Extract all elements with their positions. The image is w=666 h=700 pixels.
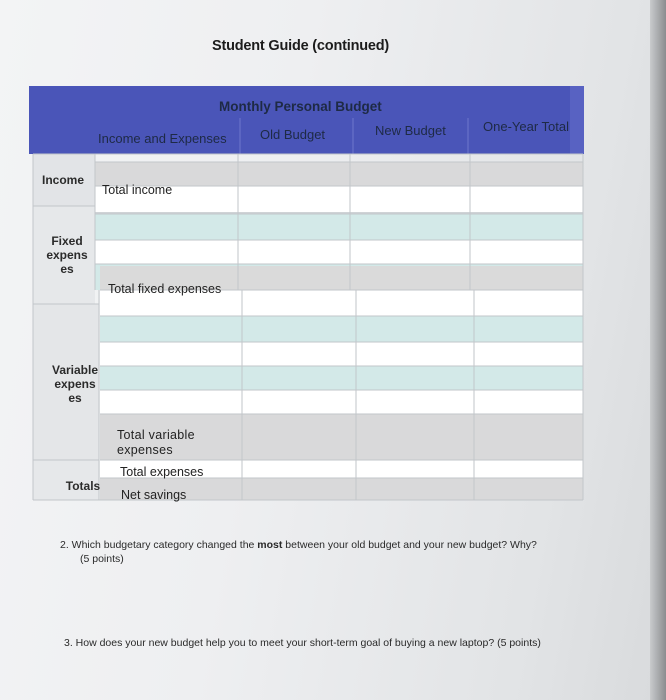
category-income: Income (41, 173, 84, 187)
category-fixed-expenses: Fixed expens es (46, 234, 88, 276)
fixed-row-1 (95, 214, 583, 240)
label-total-variable-expenses: Total variable expenses (117, 428, 195, 457)
col-header-one-year-total: One-Year Total (483, 119, 570, 134)
question-3: 3. How does your new budget help you to meet your short-term goal of buying a new laptop? (5 points) (64, 637, 541, 649)
label-total-expenses: Total expenses (120, 465, 204, 479)
col-header-old-budget: Old Budget (260, 127, 326, 142)
question-2-points: (5 points) (80, 553, 124, 565)
question-2 (60, 538, 580, 566)
question-2-prefix: 2. Which budgetary category changed the (60, 539, 258, 551)
page-title: Student Guide (continued) (212, 38, 390, 54)
label-total-fixed-expenses: Total fixed expenses (108, 282, 222, 296)
table-title: Monthly Personal Budget (219, 99, 382, 114)
question-2-suffix: between your old budget and your new budget? Why? (282, 539, 537, 551)
question-2-emphasis: most (257, 539, 283, 551)
category-totals: Totals (65, 479, 101, 493)
label-net-savings: Net savings (121, 488, 187, 502)
category-variable-expenses: Variable expens es (51, 363, 99, 405)
col-header-income-expenses: Income and Expenses (98, 131, 227, 146)
col-header-new-budget: New Budget (375, 123, 446, 138)
label-total-income: Total income (102, 183, 173, 197)
